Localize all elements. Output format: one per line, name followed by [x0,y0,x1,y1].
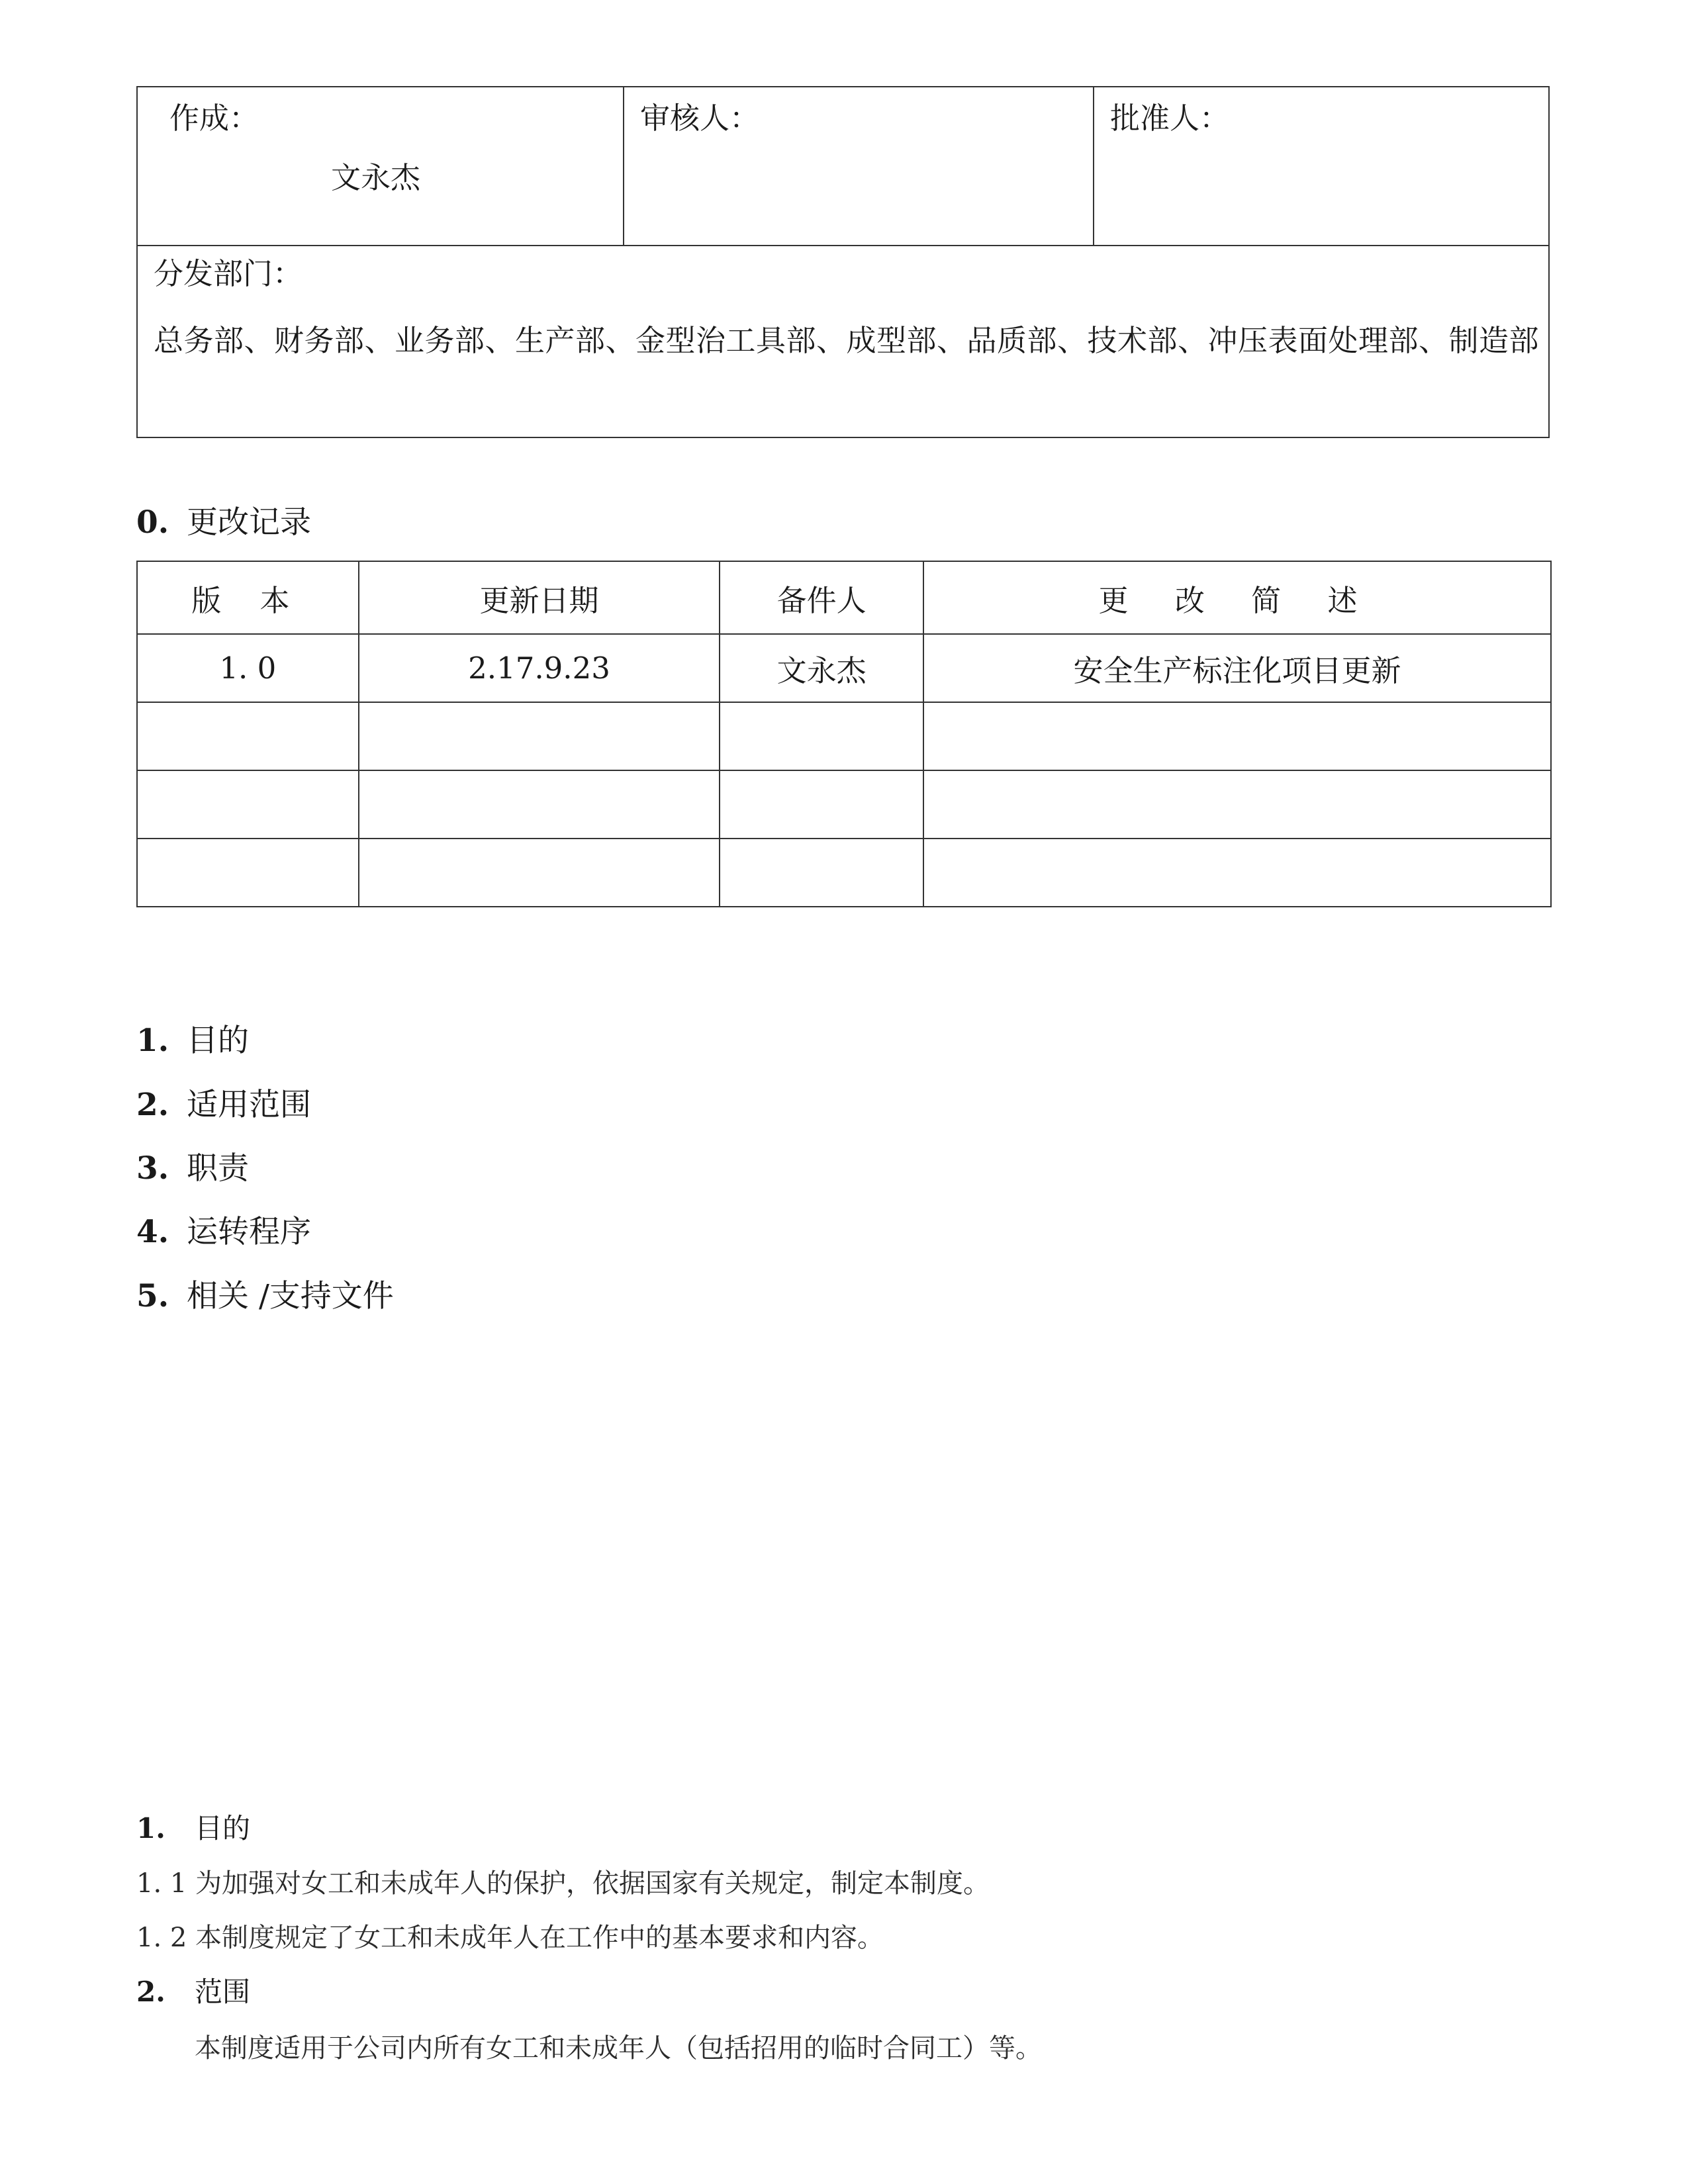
heading-number: 0. [136,504,169,541]
approver-label: 批准人： [1110,101,1230,136]
distribution-departments: 总务部、财务部、业务部、生产部、金型治工具部、成型部、品质部、技术部、冲压表面处理部、制造部 [154,323,1540,358]
signoff-row [138,87,1548,246]
cell-summary [923,702,1551,770]
cell-person [720,770,923,839]
section-1-heading: 1. 目的 [136,1812,251,1844]
change-record-table [136,561,1552,907]
approver-cell [1094,87,1551,245]
section-2-heading: 2. 范围 [136,1976,251,2008]
section-2-text: 本制度适用于公司内所有女工和未成年人（包括招用的临时合同工）等。 [195,2033,1042,2064]
toc-item: 3. 职责 [136,1150,249,1187]
reviewer-label: 审核人： [640,101,760,136]
table-row [137,770,1551,839]
toc-item: 5. 相关 /支持文件 [136,1278,394,1314]
cell-person [720,702,923,770]
author-cell [138,87,624,245]
table-row [137,702,1551,770]
cell-person [720,839,923,907]
header-date: 更新日期 [359,561,720,634]
cell-date [359,702,720,770]
section-1-1-text: 1. 1 为加强对女工和未成年人的保护，依据国家有关规定，制定本制度。 [136,1868,990,1899]
section-1-2-text: 1. 2 本制度规定了女工和未成年人在工作中的基本要求和内容。 [136,1923,884,1953]
toc-item: 4. 运转程序 [136,1214,311,1250]
distribution-label: 分发部门： [154,256,303,291]
author-label: 作成： [169,101,259,136]
cell-summary [923,839,1551,907]
cell-summary: 安全生产标注化项目更新 [923,634,1551,702]
heading-title: 更改记录 [187,504,311,541]
toc-item: 1. 目的 [136,1023,249,1059]
header-person: 备件人 [720,561,923,634]
cell-date [359,770,720,839]
cell-version [137,702,359,770]
table-row [137,839,1551,907]
change-record-heading [136,498,311,542]
table-header-row [137,561,1551,634]
header-version: 版 本 [137,561,359,634]
signoff-table [136,86,1550,438]
cell-date [359,839,720,907]
cell-version [137,770,359,839]
author-name: 文永杰 [331,160,421,195]
toc-item: 2. 适用范围 [136,1087,311,1123]
reviewer-cell [624,87,1094,245]
cell-person: 文永杰 [720,634,923,702]
header-summary: 更 改 简 述 [923,561,1551,634]
cell-version: 1. 0 [137,634,359,702]
table-row [137,634,1551,702]
cell-date: 2.17.9.23 [359,634,720,702]
cell-summary [923,770,1551,839]
cell-version [137,839,359,907]
